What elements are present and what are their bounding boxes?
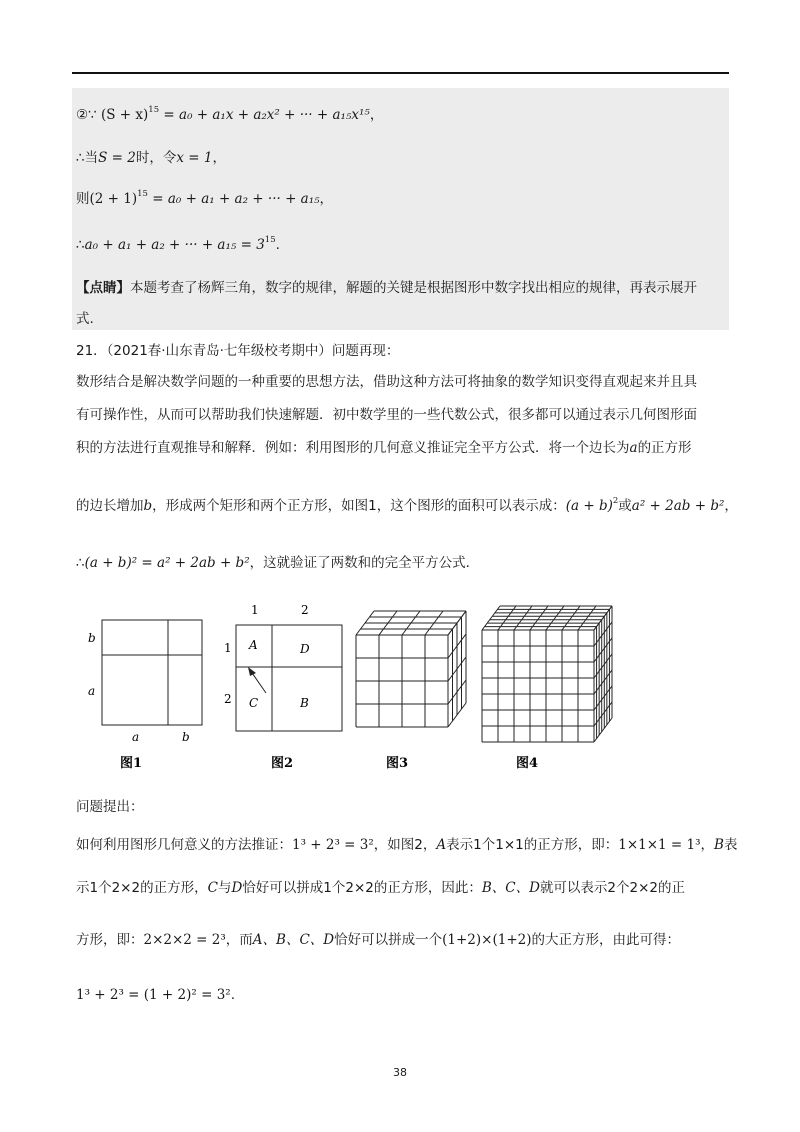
fig2-left-1: 1: [224, 641, 232, 655]
fig1-caption: 图1: [120, 756, 143, 771]
fig1-label-b-left: b: [88, 631, 96, 645]
header-rule: [72, 72, 729, 74]
solution-line-4: ∴a₀ + a₁ + a₂ + ··· + $a_{15} = 3^{15}$.: [76, 235, 280, 253]
fig2-top-2: 2: [301, 603, 309, 617]
solution-line-1: ②∵ $(S + x)^{15} = a_0 + a_1x + a_2x^2$ + ··· + a₁₅x¹⁵，: [76, 105, 384, 123]
page-number: 38: [393, 1066, 407, 1079]
problem-para-1: 数形结合是解决数学问题的一种重要的思想方法，借助这种方法可将抽象的数学知识变得直观起来并且具: [76, 374, 697, 390]
question-line-2: 示1个2×2的正方形，C与D恰好可以拼成1个2×2的正方形，因此：B、C、D就可以表示2个2×2的正: [76, 880, 686, 896]
figure-4: [482, 606, 612, 742]
fig3-caption: 图3: [386, 756, 409, 771]
fig2-label-A: A: [249, 638, 258, 652]
question-line-1: 如何利用图形几何意义的方法推证：1³ + 2³ = 3²，如图2，A表示1个1×1的正方形，即：1×1×1 = 1³，B表: [76, 837, 738, 853]
question-heading: 问题提出：: [76, 799, 144, 815]
solution-line-3: 则$(2 + 1)^{15} = a_0 + a_1 + a_2$ + ··· + a₁₅，: [76, 189, 334, 207]
fig2-caption: 图2: [271, 756, 294, 771]
problem-para-3: 积的方法进行直观推导和解释．例如：利用图形的几何意义推证完全平方公式．将一个边长为a的正方形: [76, 440, 692, 456]
fig2-label-B: B: [300, 696, 309, 710]
problem-para-2: 有可操作性，从而可以帮助我们快速解题．初中数学里的一些代数公式，很多都可以通过表示几何图形面: [76, 407, 697, 423]
arrow-head-icon: [248, 667, 256, 676]
question-line-3: 方形，即：2×2×2 = 2³，而A、B、C、D恰好可以拼成一个(1+2)×(1+2)的大正方形，由此可得：: [76, 932, 680, 948]
figure-1: [102, 620, 202, 725]
fig1-label-a-left: a: [88, 684, 96, 698]
fig2-top-1: 1: [251, 603, 259, 617]
fig2-label-D: D: [300, 642, 310, 656]
comment-line-2: 式.: [76, 311, 94, 327]
solution-line-2: ∴当S = 2时，令x = 1，: [76, 150, 226, 166]
question-line-4: 1³ + 2³ = (1 + 2)² = 3².: [76, 987, 235, 1003]
fig2-left-2: 2: [224, 692, 232, 706]
problem-para-4: 的边长增加b，形成两个矩形和两个正方形，如图1，这个图形的面积可以表示成：$(a + b)^2$或a² + 2ab + b²，: [76, 496, 738, 514]
fig2-label-C: C: [249, 696, 259, 710]
fig1-label-a-bottom: a: [132, 730, 140, 744]
problem-para-5: ∴(a + b)² = a² + 2ab + b²，这就验证了两数和的完全平方公式．: [76, 555, 480, 571]
figures-row: [0, 595, 800, 780]
comment-line-1: 【点睛】本题考查了杨辉三角，数字的规律，解题的关键是根据图形中数字找出相应的规律，再表示展开: [76, 280, 697, 296]
problem-header: 21．（2021春·山东青岛·七年级校考期中）问题再现：: [76, 343, 400, 359]
fig4-caption: 图4: [516, 756, 539, 771]
figure-3: [356, 611, 466, 727]
fig1-label-b-bottom: b: [182, 730, 190, 744]
